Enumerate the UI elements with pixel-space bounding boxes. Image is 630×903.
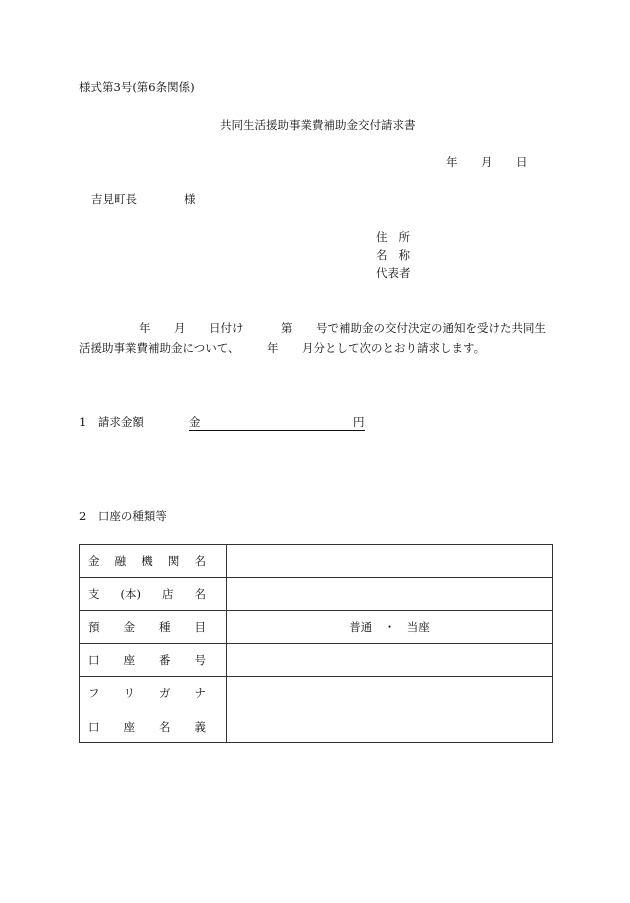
date-day-label: 日 [516,155,528,169]
body-line1-rest: 号で補助金の交付決定の通知を受けた共同生 [316,321,546,335]
bank-name-label: 金 融 機 関 名 [80,545,227,578]
furigana-label: フ リ ガ ナ [88,685,206,700]
applicant-representative-label: 代表者 [376,266,411,280]
addressee-honorific: 様 [184,192,196,206]
applicant-name-label: 名 称 [376,248,410,262]
body-day: 日付け [209,321,244,335]
form-number: 様式第3号(第6条関係) [79,80,195,94]
account-holder-label [80,677,227,743]
body-line2-start: 活援助事業費補助金について、 [79,341,240,355]
deposit-type-label: 預 金 種 目 [80,611,227,644]
body-line2-year: 年 [267,341,279,355]
body-year: 年 [139,321,151,335]
account-holder-value[interactable] [227,677,553,743]
amount-kin: 金 [189,415,201,429]
body-month: 月 [174,321,186,335]
account-number-label: 口 座 番 号 [80,644,227,677]
amount-underline [189,415,365,431]
section2-label: 2 口座の種類等 [79,509,167,523]
body-line2-rest: 月分として次のとおり請求します。 [302,341,486,355]
table-row [80,677,553,743]
bank-account-table [79,544,553,743]
account-name-label: 口 座 名 義 [88,719,206,734]
table-row [80,611,553,644]
deposit-type-value[interactable]: 普通 ・ 当座 [227,611,553,644]
branch-name-label: 支 (本) 店 名 [80,578,227,611]
amount-yen: 円 [353,415,365,429]
date-month-label: 月 [481,155,493,169]
table-row [80,578,553,611]
applicant-address-label: 住 所 [376,230,410,244]
section1-label: 1 請求金額 [79,415,144,429]
account-number-value[interactable] [227,644,553,677]
page-title: 共同生活援助事業費補助金交付請求書 [220,118,416,132]
branch-name-value[interactable] [227,578,553,611]
table-row [80,644,553,677]
bank-name-value[interactable] [227,545,553,578]
body-dai: 第 [281,321,293,335]
date-year-label: 年 [446,155,458,169]
table-row [80,545,553,578]
addressee-name: 吉見町長 [91,192,137,206]
